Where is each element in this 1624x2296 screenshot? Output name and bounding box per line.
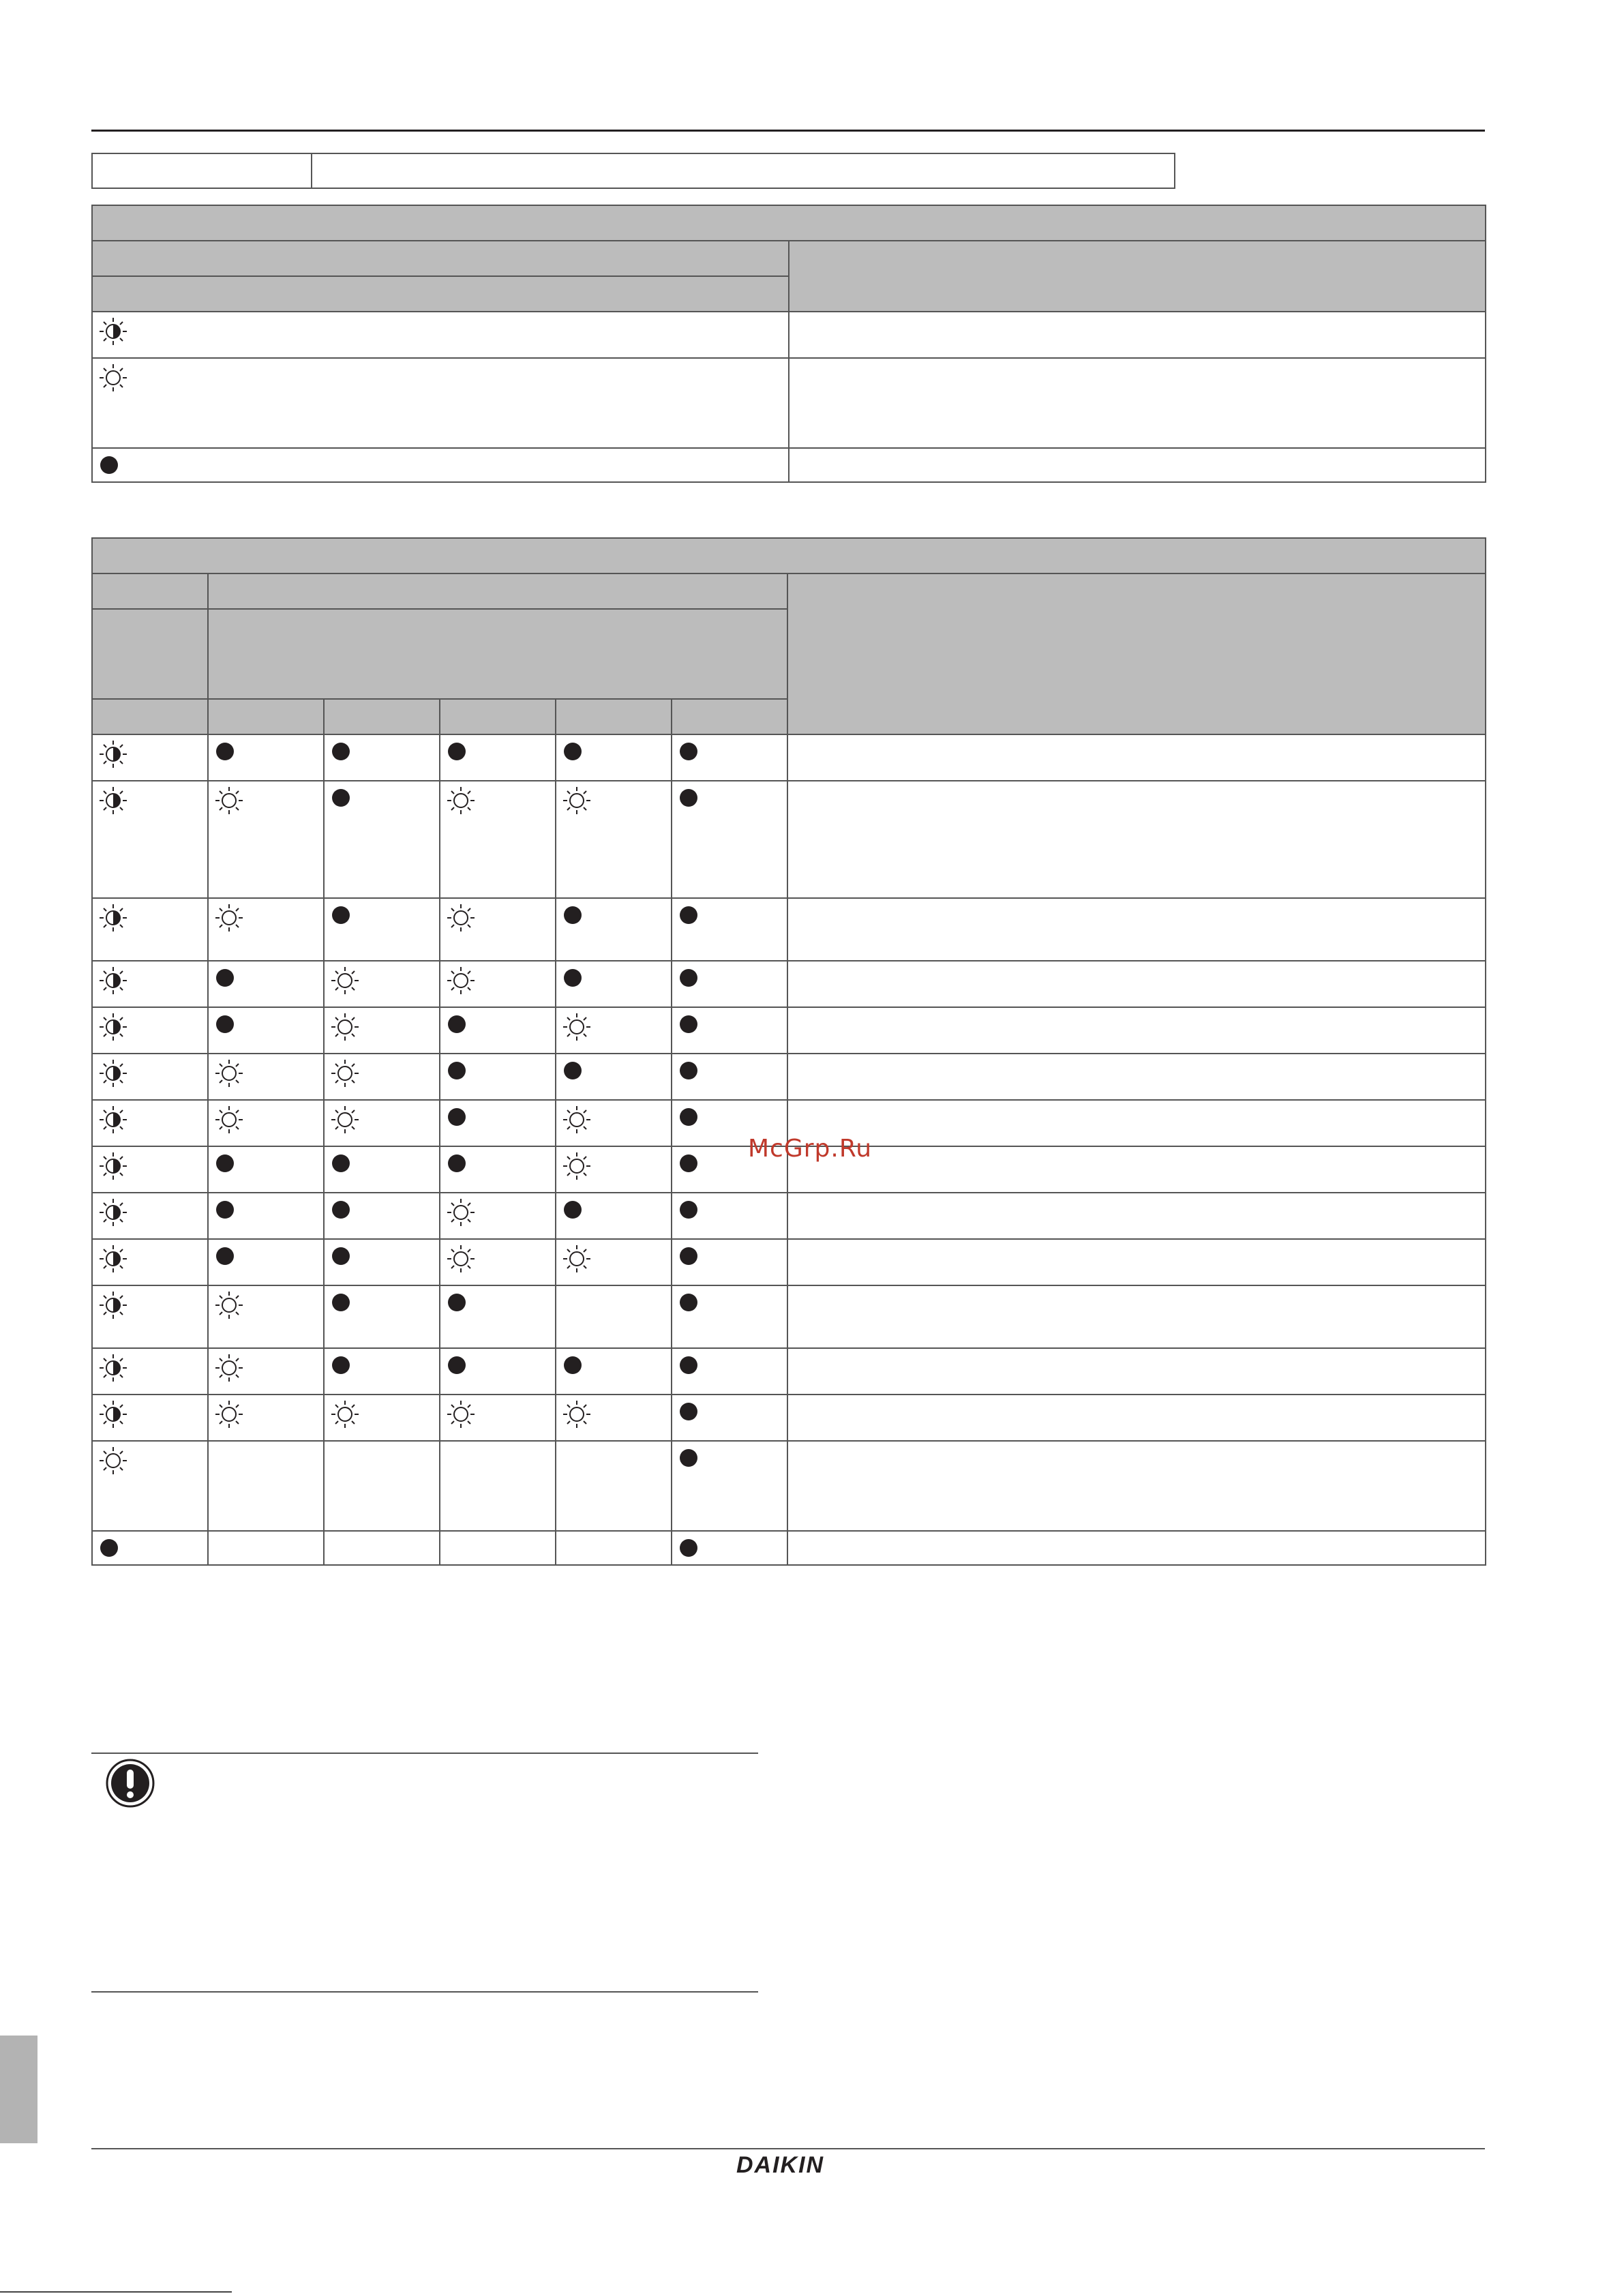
state-row	[92, 1531, 1486, 1565]
state-cell	[92, 1100, 208, 1146]
state-row	[92, 1348, 1486, 1395]
dot-icon	[562, 904, 584, 926]
sun-outline-icon	[562, 786, 592, 816]
state-cell	[208, 1441, 324, 1531]
sun-outline-icon	[562, 1151, 592, 1181]
state-cell	[92, 1395, 208, 1441]
state-cell	[208, 1285, 324, 1348]
state-header-b2	[208, 609, 787, 699]
sun-outline-icon	[330, 1012, 360, 1042]
dot-icon	[678, 1060, 700, 1082]
state-cell	[440, 1395, 556, 1441]
half-sun-icon	[98, 1058, 128, 1088]
state-row	[92, 1054, 1486, 1100]
state-row	[92, 1285, 1486, 1348]
state-row	[92, 734, 1486, 781]
legend-title-row	[92, 205, 1486, 241]
half-sun-icon	[98, 316, 128, 346]
sun-outline-icon	[214, 786, 244, 816]
state-row	[92, 961, 1486, 1007]
state-cell	[92, 734, 208, 781]
sun-outline-icon	[562, 1244, 592, 1274]
state-cell	[556, 734, 672, 781]
state-cell	[324, 1007, 440, 1054]
state-description-cell	[787, 1531, 1486, 1565]
state-cell	[208, 734, 324, 781]
half-sun-icon	[98, 1244, 128, 1274]
dot-icon	[678, 1292, 700, 1313]
state-cell	[324, 1239, 440, 1285]
state-cell	[672, 1007, 787, 1054]
state-cell	[556, 1007, 672, 1054]
sun-outline-icon	[446, 1399, 476, 1429]
state-cell	[208, 1054, 324, 1100]
watermark: McGrp.Ru	[748, 1135, 873, 1163]
state-cell	[324, 961, 440, 1007]
state-cell	[440, 1285, 556, 1348]
half-sun-icon	[98, 1105, 128, 1135]
state-cell	[440, 781, 556, 898]
state-cell	[92, 1007, 208, 1054]
state-row	[92, 1395, 1486, 1441]
dot-icon	[678, 1401, 700, 1422]
state-row	[92, 1441, 1486, 1531]
dot-icon	[678, 787, 700, 809]
state-cell	[324, 1100, 440, 1146]
half-sun-icon	[98, 739, 128, 769]
state-row	[92, 1007, 1486, 1054]
state-cell	[440, 1531, 556, 1565]
state-header-b	[208, 573, 787, 609]
sun-outline-icon	[214, 1105, 244, 1135]
dot-icon	[562, 1354, 584, 1376]
state-cell	[556, 781, 672, 898]
state-cell	[208, 1193, 324, 1239]
half-sun-icon	[98, 1012, 128, 1042]
dot-icon	[330, 1199, 352, 1221]
state-cell	[324, 1441, 440, 1531]
dot-icon	[678, 1106, 700, 1128]
dot-icon	[446, 741, 468, 762]
state-description-cell	[787, 961, 1486, 1007]
sun-outline-icon	[562, 1012, 592, 1042]
dot-icon	[330, 904, 352, 926]
sun-outline-icon	[98, 1446, 128, 1476]
sun-outline-icon	[446, 903, 476, 933]
sun-outline-icon	[214, 1353, 244, 1383]
state-cell	[92, 1285, 208, 1348]
dot-icon	[446, 1013, 468, 1035]
dot-icon	[562, 741, 584, 762]
state-description-cell	[787, 1054, 1486, 1100]
top-rule	[91, 130, 1485, 132]
state-row	[92, 898, 1486, 961]
dot-icon	[446, 1152, 468, 1174]
sun-outline-icon	[446, 966, 476, 996]
state-description-cell	[787, 1348, 1486, 1395]
state-cell	[208, 1239, 324, 1285]
state-cell	[672, 961, 787, 1007]
dot-icon	[214, 741, 236, 762]
state-cell	[92, 1348, 208, 1395]
state-cell	[440, 898, 556, 961]
state-col-header	[440, 699, 556, 734]
state-cell	[556, 898, 672, 961]
state-cell	[440, 1441, 556, 1531]
state-cell	[440, 1348, 556, 1395]
legend-header-led	[92, 276, 789, 312]
state-cell	[672, 1285, 787, 1348]
state-cell	[208, 781, 324, 898]
dot-icon	[330, 1245, 352, 1267]
state-cell	[672, 1531, 787, 1565]
state-description-cell	[787, 781, 1486, 898]
state-cell	[556, 961, 672, 1007]
dot-icon	[562, 1199, 584, 1221]
dot-icon	[678, 1152, 700, 1174]
state-cell	[324, 1395, 440, 1441]
half-sun-icon	[98, 903, 128, 933]
dot-icon	[446, 1106, 468, 1128]
state-cell	[208, 1395, 324, 1441]
legend-description-cell	[789, 358, 1486, 448]
state-cell	[672, 898, 787, 961]
half-sun-icon	[98, 1290, 128, 1320]
led-state-table	[91, 537, 1486, 1566]
sun-outline-icon	[330, 1105, 360, 1135]
sun-outline-icon	[98, 363, 128, 393]
state-header-description	[787, 573, 1486, 734]
dot-icon	[678, 741, 700, 762]
state-description-cell	[787, 898, 1486, 961]
reference-cell-label	[93, 154, 312, 188]
state-cell	[440, 1146, 556, 1193]
state-cell	[92, 898, 208, 961]
sun-outline-icon	[330, 966, 360, 996]
footer-rule	[91, 2148, 1485, 2149]
state-cell	[208, 1100, 324, 1146]
half-sun-icon	[98, 966, 128, 996]
state-cell	[92, 1531, 208, 1565]
state-cell	[208, 1531, 324, 1565]
dot-icon	[678, 1537, 700, 1559]
caution-icon	[105, 1758, 155, 1808]
state-cell	[556, 1146, 672, 1193]
dot-icon	[678, 1199, 700, 1221]
state-cell	[556, 1239, 672, 1285]
half-sun-icon	[98, 1399, 128, 1429]
dot-icon	[330, 787, 352, 809]
state-cell	[440, 1100, 556, 1146]
dot-icon	[678, 904, 700, 926]
sun-outline-icon	[562, 1105, 592, 1135]
state-col-header	[208, 699, 324, 734]
sun-outline-icon	[214, 903, 244, 933]
state-cell	[672, 1348, 787, 1395]
state-col-header	[92, 699, 208, 734]
state-cell	[440, 734, 556, 781]
state-description-cell	[787, 1441, 1486, 1531]
sun-outline-icon	[446, 1197, 476, 1227]
dot-icon	[330, 1152, 352, 1174]
state-cell	[556, 1395, 672, 1441]
dot-icon	[446, 1354, 468, 1376]
state-cell	[672, 734, 787, 781]
sun-outline-icon	[562, 1399, 592, 1429]
half-sun-icon	[98, 1353, 128, 1383]
dot-icon	[678, 1013, 700, 1035]
state-cell	[556, 1441, 672, 1531]
state-description-cell	[787, 1395, 1486, 1441]
state-cell	[208, 1348, 324, 1395]
state-cell	[92, 1193, 208, 1239]
state-cell	[92, 1054, 208, 1100]
dot-icon	[214, 1245, 236, 1267]
reference-cell-value	[312, 154, 1174, 188]
state-cell	[208, 1007, 324, 1054]
state-description-cell	[787, 1239, 1486, 1285]
state-title-row	[92, 538, 1486, 573]
caution-top-rule	[91, 1753, 758, 1754]
state-cell	[324, 1146, 440, 1193]
state-cell	[92, 1146, 208, 1193]
bottom-strip	[0, 2291, 232, 2293]
sun-outline-icon	[330, 1058, 360, 1088]
dot-icon	[98, 1537, 120, 1559]
dot-icon	[678, 967, 700, 989]
state-col-header	[672, 699, 787, 734]
caution-bottom-rule	[91, 1991, 758, 1993]
state-cell	[672, 1239, 787, 1285]
state-cell	[92, 961, 208, 1007]
state-cell	[324, 1285, 440, 1348]
state-cell	[672, 1193, 787, 1239]
state-row	[92, 1193, 1486, 1239]
state-cell	[92, 1441, 208, 1531]
side-tab	[0, 2036, 37, 2143]
state-row	[92, 781, 1486, 898]
state-cell	[324, 1531, 440, 1565]
state-cell	[556, 1285, 672, 1348]
dot-icon	[562, 1060, 584, 1082]
sun-outline-icon	[214, 1058, 244, 1088]
dot-icon	[330, 741, 352, 762]
legend-row-on	[92, 358, 789, 448]
state-cell	[556, 1348, 672, 1395]
state-cell	[440, 1239, 556, 1285]
dot-icon	[446, 1292, 468, 1313]
state-cell	[208, 1146, 324, 1193]
state-cell	[208, 898, 324, 961]
page-reference-box	[91, 153, 1175, 189]
legend-row-off	[92, 448, 789, 482]
state-description-cell	[787, 1193, 1486, 1239]
sun-outline-icon	[446, 1244, 476, 1274]
state-col-header	[324, 699, 440, 734]
state-description-cell	[787, 1100, 1486, 1146]
state-description-cell	[787, 1285, 1486, 1348]
state-description-cell	[787, 734, 1486, 781]
state-cell	[440, 1007, 556, 1054]
dot-icon	[678, 1354, 700, 1376]
sun-outline-icon	[214, 1290, 244, 1320]
state-header-a2	[92, 609, 208, 699]
sun-outline-icon	[330, 1399, 360, 1429]
state-cell	[672, 1395, 787, 1441]
state-cell	[324, 1054, 440, 1100]
dot-icon	[98, 454, 120, 476]
state-cell	[440, 1054, 556, 1100]
state-cell	[672, 1054, 787, 1100]
legend-header-indication	[92, 241, 789, 276]
half-sun-icon	[98, 1151, 128, 1181]
state-row	[92, 1239, 1486, 1285]
state-cell	[92, 781, 208, 898]
dot-icon	[214, 1199, 236, 1221]
dot-icon	[678, 1447, 700, 1469]
state-description-cell	[787, 1146, 1486, 1193]
state-cell	[324, 1348, 440, 1395]
state-cell	[440, 1193, 556, 1239]
state-col-header	[556, 699, 672, 734]
state-cell	[324, 781, 440, 898]
state-cell	[324, 1193, 440, 1239]
state-cell	[440, 961, 556, 1007]
dot-icon	[446, 1060, 468, 1082]
dot-icon	[562, 967, 584, 989]
state-cell	[672, 1441, 787, 1531]
state-header-a	[92, 573, 208, 609]
state-cell	[556, 1193, 672, 1239]
legend-description-cell	[789, 312, 1486, 358]
state-cell	[92, 1239, 208, 1285]
state-cell	[556, 1054, 672, 1100]
daikin-logo: DAIKIN	[736, 2152, 825, 2178]
state-cell	[672, 781, 787, 898]
dot-icon	[678, 1245, 700, 1267]
half-sun-icon	[98, 786, 128, 816]
dot-icon	[330, 1292, 352, 1313]
dot-icon	[214, 1013, 236, 1035]
led-legend-table	[91, 205, 1486, 483]
state-cell	[556, 1100, 672, 1146]
state-cell	[324, 734, 440, 781]
dot-icon	[214, 1152, 236, 1174]
legend-description-cell	[789, 448, 1486, 482]
half-sun-icon	[98, 1197, 128, 1227]
state-cell	[208, 961, 324, 1007]
sun-outline-icon	[214, 1399, 244, 1429]
legend-row-blinking	[92, 312, 789, 358]
state-description-cell	[787, 1007, 1486, 1054]
legend-header-description	[789, 241, 1486, 312]
dot-icon	[214, 967, 236, 989]
state-cell	[556, 1531, 672, 1565]
sun-outline-icon	[446, 786, 476, 816]
state-cell	[324, 898, 440, 961]
dot-icon	[330, 1354, 352, 1376]
